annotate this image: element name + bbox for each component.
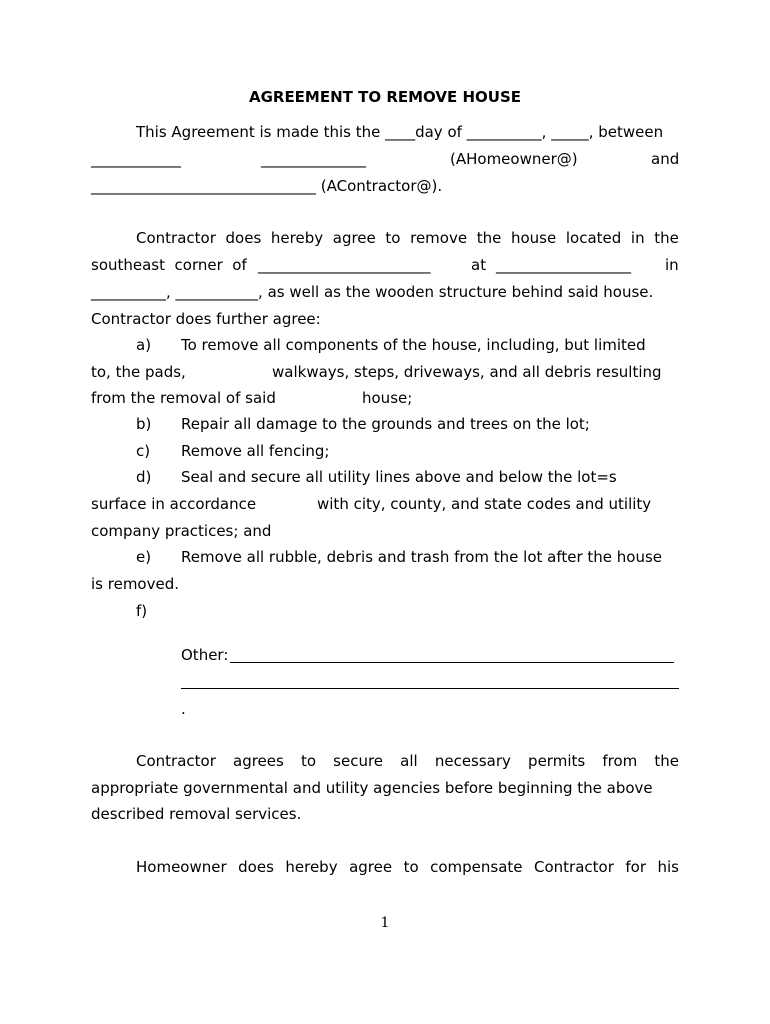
item-d-line-2a: surface in accordance xyxy=(91,495,257,513)
item-b-line-1: Repair all damage to the grounds and trees on the lot; xyxy=(181,415,590,433)
p3-line-3: described removal services. xyxy=(91,805,302,823)
p1-line-1: This Agreement is made this the ____day of __________, _____, between xyxy=(136,123,664,141)
southeast-corner-label: southeast corner of xyxy=(91,256,247,274)
document-title: AGREEMENT TO REMOVE HOUSE xyxy=(248,88,522,106)
in-label: in xyxy=(665,256,679,274)
p3-line-1: Contractor agrees to secure all necessary permits from the xyxy=(136,752,679,770)
item-c-label: c) xyxy=(136,442,151,460)
item-d-label: d) xyxy=(136,468,152,486)
p2-word: in xyxy=(630,229,645,247)
item-d-line-1: Seal and secure all utility lines above and below the lot=s xyxy=(181,468,617,486)
p2-line-1 xyxy=(136,229,679,247)
p1-and: and xyxy=(651,150,680,168)
p2-word: to xyxy=(385,229,401,247)
item-a-line-1: To remove all components of the house, including, but limited xyxy=(181,336,646,354)
item-a-line-3a: from the removal of said xyxy=(91,389,276,407)
item-b-label: b) xyxy=(136,415,152,433)
at-label: at xyxy=(471,256,487,274)
other-label: Other: xyxy=(181,646,229,664)
p2-word: the xyxy=(476,229,502,247)
p2-word: hereby xyxy=(270,229,324,247)
p2-word: located xyxy=(565,229,622,247)
p2-word: Contractor xyxy=(136,229,216,247)
p3-line-2: appropriate governmental and utility agencies before beginning the above xyxy=(91,779,653,797)
contractor-name-line: ______________________________ (AContractor@). xyxy=(91,177,443,195)
item-e-line-1: Remove all rubble, debris and trash from the lot after the house xyxy=(181,548,663,566)
item-a-line-3b: house; xyxy=(362,389,413,407)
at-blank: __________________ xyxy=(496,256,631,274)
item-e-label: e) xyxy=(136,548,152,566)
item-f-label: f) xyxy=(136,602,148,620)
p2-word: the xyxy=(654,229,679,247)
p2-line-4: Contractor does further agree: xyxy=(91,310,321,328)
corner-of-blank: _______________________ xyxy=(258,256,431,274)
item-a-label: a) xyxy=(136,336,152,354)
other-end-period: . xyxy=(181,700,186,718)
homeowner-name-blank-2: ______________ xyxy=(261,150,366,168)
p2-word: remove xyxy=(410,229,468,247)
p2-word: house xyxy=(510,229,557,247)
other-blank-line-2 xyxy=(181,688,679,689)
p2-word: agree xyxy=(332,229,376,247)
p2-word: does xyxy=(225,229,262,247)
p4-line-1: Homeowner does hereby agree to compensate Contractor for his xyxy=(136,858,679,876)
item-e-line-2: is removed. xyxy=(91,575,180,593)
p2-line-3: __________, ___________, as well as the wooden structure behind said house. xyxy=(91,283,654,301)
item-d-line-3: company practices; and xyxy=(91,522,272,540)
homeowner-name-blank-1: ____________ xyxy=(91,150,181,168)
item-a-line-2b: walkways, steps, driveways, and all debris resulting xyxy=(272,363,662,381)
item-c-line-1: Remove all fencing; xyxy=(181,442,330,460)
item-a-line-2a: to, the pads, xyxy=(91,363,186,381)
item-d-line-2b: with city, county, and state codes and utility xyxy=(317,495,652,513)
homeowner-label: (AHomeowner@) xyxy=(450,150,578,168)
other-blank-line-1 xyxy=(230,662,674,663)
page-number: 1 xyxy=(380,915,390,931)
